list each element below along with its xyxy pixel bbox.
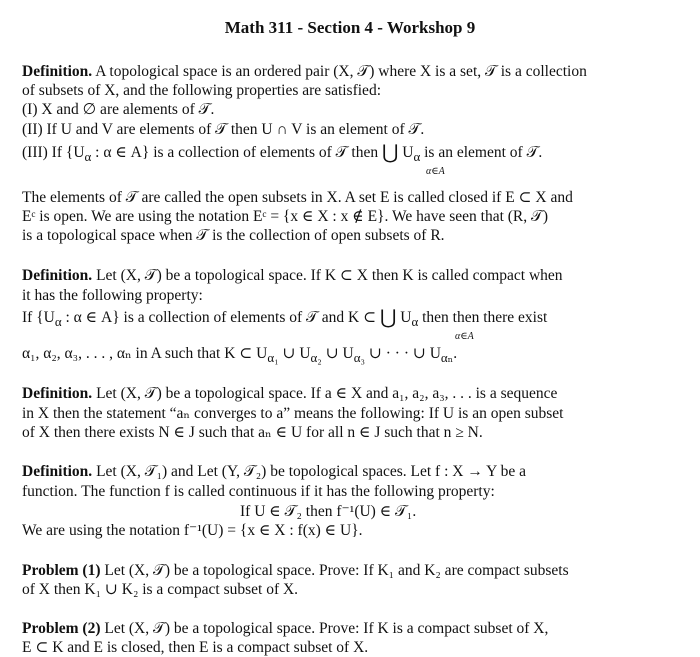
def2-line-3	[22, 307, 547, 331]
def3-line-1	[22, 384, 557, 403]
def2-l4-c: ∪ U	[278, 345, 311, 362]
prob1-line-1	[22, 561, 569, 580]
def1-line-5	[22, 142, 542, 166]
def2-l3-d: U	[396, 309, 412, 326]
def2-text-1: Let (X, 𝒯) be a topological space. If K ⊂ X then K is called compact when	[96, 267, 563, 284]
def1-l5-f: is an element of 𝒯.	[420, 144, 543, 161]
def3-line-2: in X then the statement “aₙ converges to a” means the following: If U is an open subset	[22, 405, 564, 422]
def1-l5-a: (III) If {U	[22, 144, 85, 161]
def2-union-index: α∈A	[455, 331, 474, 342]
def2-l4-sub4: αₙ	[440, 350, 454, 366]
def1-text-1: A topological space is an ordered pair (X, 𝒯) where X is a set, 𝒯 is a collection	[95, 63, 587, 80]
prob1-heading: Problem (1)	[22, 562, 101, 579]
def4-text-1: Let (X, 𝒯₁) and Let (Y, 𝒯₂) be topological spaces. Let f : X → Y be a	[96, 463, 527, 480]
prob2-heading: Problem (2)	[22, 620, 101, 637]
big-union-symbol: ⋃	[382, 142, 399, 164]
def4-line-3: If U ∈ 𝒯₂ then f⁻¹(U) ∈ 𝒯₁.	[240, 503, 417, 520]
def4-line-1	[22, 462, 526, 481]
def1-l5-sub2: α	[413, 149, 421, 165]
def2-l4-e: ∪ U	[321, 345, 354, 362]
def2-l4-g: ∪ · · · ∪ U	[365, 345, 441, 362]
para1-line-2: Eᶜ is open. We are using the notation Eᶜ = {x ∈ X : x ∉ E}. We have seen that (R, 𝒯)	[22, 208, 549, 225]
def1-l5-c: : α ∈ A} is a collection of elements of 𝒯 then	[91, 144, 382, 161]
def2-l3-f: then then there exist	[418, 309, 548, 326]
def3-heading: Definition.	[22, 385, 93, 402]
prob1-line-2: of X then K₁ ∪ K₂ is a compact subset of X.	[22, 581, 299, 598]
para1-line-3: is a topological space when 𝒯 is the collection of open subsets of R.	[22, 227, 445, 244]
def4-heading: Definition.	[22, 463, 93, 480]
def2-line-2: it has the following property:	[22, 287, 203, 304]
def1-line-1	[22, 62, 587, 81]
def3-line-3: of X then there exists N ∈ J such that aₙ ∈ U for all n ∈ J such that n ≥ N.	[22, 424, 483, 441]
def1-l5-sub: α	[84, 149, 92, 165]
def1-line-4: (II) If U and V are elements of 𝒯 then U ∩ V is an element of 𝒯.	[22, 121, 425, 138]
def2-l3-c: : α ∈ A} is a collection of elements of 𝒯 and K ⊂	[61, 309, 380, 326]
def4-line-2: function. The function f is called continuous if it has the following property:	[22, 483, 495, 500]
def2-l4-i: .	[453, 345, 458, 362]
def2-l4-sub2: α₂	[310, 350, 322, 366]
prob2-line-2: E ⊂ K and E is closed, then E is a compact subset of X.	[22, 639, 369, 656]
def2-l4-sub3: α₃	[353, 350, 366, 366]
def1-union-index: α∈A	[426, 166, 445, 177]
def3-text-1: Let (X, 𝒯) be a topological space. If a ∈ X and a₁, a₂, a₃, . . . is a sequence	[96, 385, 558, 402]
def2-heading: Definition.	[22, 267, 93, 284]
def2-l3-a: If {U	[22, 309, 55, 326]
para1-line-1: The elements of 𝒯 are called the open subsets in X. A set E is called closed if E ⊂ X and	[22, 189, 573, 206]
def2-line-4	[22, 344, 457, 367]
def1-line-2: of subsets of X, and the following properties are satisfied:	[22, 82, 381, 99]
def4-line-4: We are using the notation f⁻¹(U) = {x ∈ X : f(x) ∈ U}.	[22, 522, 363, 539]
def2-l4-sub1: α₁	[267, 350, 279, 366]
prob2-line-1	[22, 619, 548, 638]
def2-line-1	[22, 266, 563, 285]
page-title: Math 311 - Section 4 - Workshop 9	[224, 18, 476, 37]
def1-line-3: (I) X and ∅ are alements of 𝒯.	[22, 101, 215, 118]
prob1-text-1: Let (X, 𝒯) be a topological space. Prove: If K₁ and K₂ are compact subsets	[104, 562, 569, 579]
def2-l3-sub: α	[54, 314, 62, 330]
def1-l5-d: U	[398, 144, 414, 161]
def1-heading: Definition.	[22, 63, 93, 80]
def2-l4-a: α₁, α₂, α₃, . . . , αₙ in A such that K ⊂ U	[22, 345, 268, 362]
prob2-text-1: Let (X, 𝒯) be a topological space. Prove: If K is a compact subset of X,	[104, 620, 549, 637]
big-union-symbol: ⋃	[379, 307, 397, 329]
def2-l3-sub2: α	[411, 314, 419, 330]
